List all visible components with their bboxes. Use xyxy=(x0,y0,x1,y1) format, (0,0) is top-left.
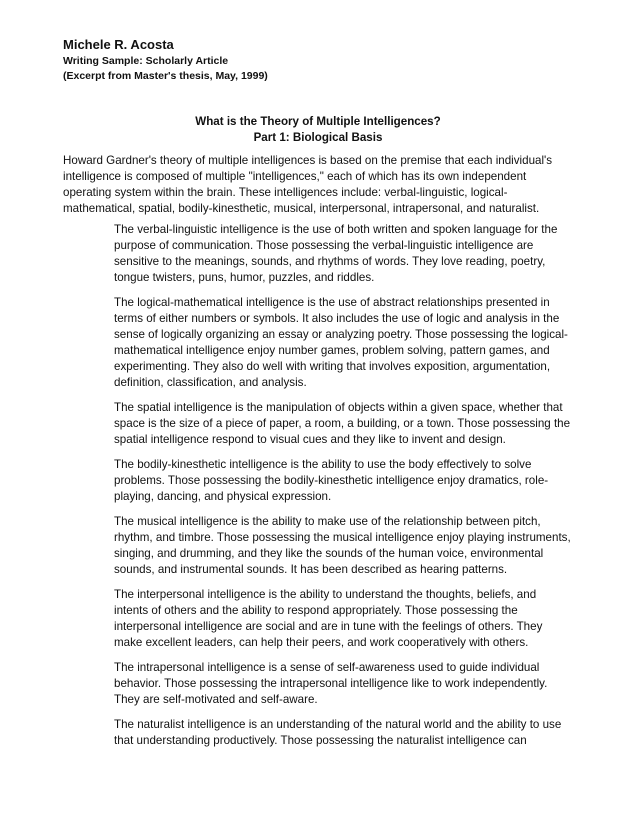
paragraph-logical-mathematical: The logical-mathematical intelligence is the use of abstract relationships presented in terms of either numbers or symbols. It also includes the use of logic and analysis in the sense of logically organizing an essay or analyzing poetry. Those possessing the logical-mathematical intelligence enjoy number games, problem solving, pattern games, and experimenting. They also do well with writing that involves exposition, argumentation, definition, classification, and analysis. xyxy=(114,296,568,389)
article-title: What is the Theory of Multiple Intelligences? xyxy=(195,115,441,128)
paragraph-bodily-kinesthetic: The bodily-kinesthetic intelligence is the ability to use the body effectively to solve problems. Those possessing the bodily-kinesthetic intelligence enjoy dramatics, role-playing, dancing, and physical expression. xyxy=(114,458,549,503)
paragraph-musical: The musical intelligence is the ability to make use of the relationship between pitch, rhythm, and timbre. Those possessing the musical intelligence enjoy playing instruments, singing, and drumming, and they like the sounds of the human voice, environmental sounds, and instrumental sounds. It has been described as hearing patterns. xyxy=(114,515,571,576)
document-header xyxy=(63,36,583,84)
excerpt-note: (Excerpt from Master's thesis, May, 1999) xyxy=(63,70,268,82)
article-part-title: Part 1: Biological Basis xyxy=(253,131,383,144)
author-name: Michele R. Acosta xyxy=(63,37,174,52)
paragraph-verbal-linguistic: The verbal-linguistic intelligence is the use of both written and spoken language for the purpose of communication. Those possessing the verbal-linguistic intelligence are sensitive to the meanings, sounds, and rhythms of words. They love reading, poetry, tongue twisters, puns, humor, puzzles, and riddles. xyxy=(114,223,558,284)
intro-paragraph: Howard Gardner's theory of multiple intelligences is based on the premise that each individual's intelligence is composed of multiple "intelligences," each of which has its own independent operating system within the brain. These intelligences include: verbal-linguistic, logical-mathematical, spatial, bodily-kinesthetic, musical, interpersonal, intrapersonal, and naturalist. xyxy=(63,154,553,215)
article-body xyxy=(63,153,573,758)
paragraph-naturalist: The naturalist intelligence is an understanding of the natural world and the ability to use that understanding productively. Those possessing the naturalist intelligence can xyxy=(114,718,562,747)
paragraph-spatial: The spatial intelligence is the manipulation of objects within a given space, whether that space is the size of a piece of paper, a room, a building, or a town. Those possessing the spatial intelligence respond to visual cues and they like to invent and design. xyxy=(114,401,571,446)
article-title-block xyxy=(63,114,573,146)
paragraph-intrapersonal: The intrapersonal intelligence is a sense of self-awareness used to guide individual behavior. Those possessing the intrapersonal intelligence like to work independently. They are self-motivated and self-aware. xyxy=(114,661,548,706)
paragraph-interpersonal: The interpersonal intelligence is the ability to understand the thoughts, beliefs, and intents of others and the ability to respond appropriately. Those possessing the interpersonal intelligence are social and are in tune with the feelings of others. They make excellent leaders, can help their peers, and work cooperatively with others. xyxy=(114,588,543,649)
writing-sample-label: Writing Sample: Scholarly Article xyxy=(63,55,229,67)
